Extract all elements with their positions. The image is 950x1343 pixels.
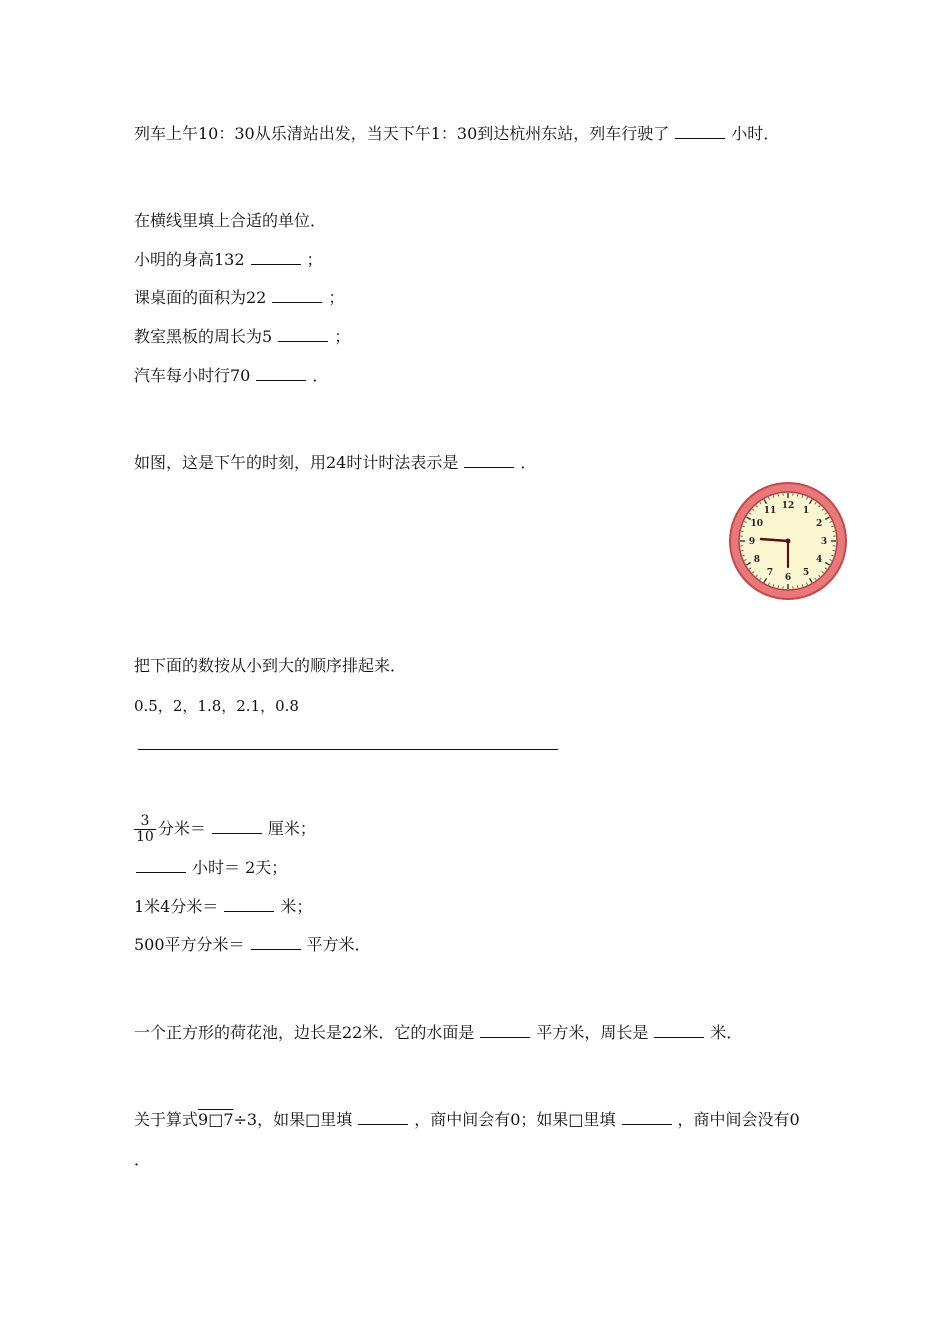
clock-number: 8 xyxy=(753,555,760,565)
q6-blank-1[interactable] xyxy=(480,1023,530,1038)
clock-number: 10 xyxy=(750,519,764,529)
clock-number: 11 xyxy=(763,505,777,516)
frac-num: 3 xyxy=(134,814,156,830)
q7-text-a: 关于算式 xyxy=(134,1110,199,1129)
q2-l4-blank[interactable] xyxy=(256,366,306,381)
q2-l4-end: ． xyxy=(312,366,329,385)
q2-l3-text: 教室黑板的周长为5 xyxy=(134,327,273,346)
q4-numbers: 0.5，2，1.8，2.1，0.8 xyxy=(134,697,299,715)
clock-number: 2 xyxy=(816,519,823,529)
q5-line-2 xyxy=(132,858,287,878)
q2-l1-blank[interactable] xyxy=(251,250,301,265)
q5-l1-blank[interactable] xyxy=(212,819,262,834)
q6-text-b: 平方米，周长是 xyxy=(536,1023,649,1042)
q2-title: 在横线里填上合适的单位． xyxy=(134,211,327,230)
q4-title: 把下面的数按从小到大的顺序排起来． xyxy=(134,656,407,675)
q1-text-a: 列车上午10：30从乐清站出发，当天下午1：30到达杭州东站，列车行驶了 xyxy=(134,124,670,143)
clock-number: 3 xyxy=(820,537,828,547)
clock-number: 4 xyxy=(816,555,823,565)
q1-blank[interactable] xyxy=(675,124,725,139)
q7-blank-2[interactable] xyxy=(622,1110,672,1125)
q5-line-3 xyxy=(134,897,312,917)
q2-line-4 xyxy=(134,366,328,386)
clock-number: 9 xyxy=(748,537,756,547)
q2-line-2 xyxy=(134,288,344,308)
q5-line-1 xyxy=(134,812,316,846)
q2-line-1 xyxy=(134,250,323,270)
q7-overline-number: 9□7 xyxy=(198,1110,234,1129)
q3-blank[interactable] xyxy=(464,453,514,468)
q2-l2-blank[interactable] xyxy=(272,288,322,303)
clock-number: 5 xyxy=(802,568,810,579)
q2-l2-text: 课桌面的面积为22 xyxy=(134,288,267,307)
q3-text-a: 如图，这是下午的时刻，用24时计时法表示是 xyxy=(134,453,459,472)
q5-l4-end: 平方米． xyxy=(306,935,371,954)
q1-line xyxy=(134,124,779,144)
q5-l4-text: 500平方分米＝ xyxy=(134,935,245,954)
q2-l2-end: ； xyxy=(328,288,345,307)
clock-image xyxy=(728,481,848,601)
clock-number: 12 xyxy=(781,501,795,511)
q3-line xyxy=(134,453,536,473)
q2-l1-text: 小明的身高132 xyxy=(134,250,245,269)
q7-text-b: ÷3，如果□里填 xyxy=(233,1110,353,1129)
q7-text-c: ，商中间会有0；如果□里填 xyxy=(414,1110,616,1129)
q7-text-d: ，商中间会没有0 xyxy=(677,1110,800,1129)
q5-l2-blank[interactable] xyxy=(136,858,186,873)
clock-number: 1 xyxy=(802,505,810,516)
clock-number: 7 xyxy=(766,568,774,579)
q7-line xyxy=(134,1110,800,1130)
fraction xyxy=(134,814,156,845)
q5-l4-blank[interactable] xyxy=(251,935,301,950)
q5-l2-end: 小时＝ 2天； xyxy=(192,858,288,877)
frac-den: 10 xyxy=(136,829,154,845)
q5-l3-blank[interactable] xyxy=(224,897,274,912)
q2-l1-end: ； xyxy=(306,250,323,269)
q3-text-b: ． xyxy=(520,453,537,472)
q6-text-c: 米． xyxy=(710,1023,743,1042)
q2-l3-blank[interactable] xyxy=(278,327,328,342)
q7-blank-1[interactable] xyxy=(358,1110,408,1125)
q6-line xyxy=(134,1023,742,1043)
q2-l3-end: ； xyxy=(334,327,351,346)
clock-number: 6 xyxy=(784,573,792,583)
q5-l3-end: 米； xyxy=(280,897,313,916)
q2-l4-text: 汽车每小时行70 xyxy=(134,366,251,385)
q1-text-b: 小时． xyxy=(731,124,780,143)
q6-blank-2[interactable] xyxy=(654,1023,704,1038)
q5-line-4 xyxy=(134,935,371,955)
clock-center xyxy=(786,539,791,544)
q5-l3-text: 1米4分米＝ xyxy=(134,897,219,916)
q4-answer-line[interactable] xyxy=(138,749,558,750)
q2-line-3 xyxy=(134,327,350,347)
q5-l1-text: 分米＝ xyxy=(157,819,206,838)
q7-end: ． xyxy=(134,1150,151,1169)
q5-l1-end: 厘米； xyxy=(267,819,316,838)
q6-text-a: 一个正方形的荷花池，边长是22米．它的水面是 xyxy=(134,1023,475,1042)
